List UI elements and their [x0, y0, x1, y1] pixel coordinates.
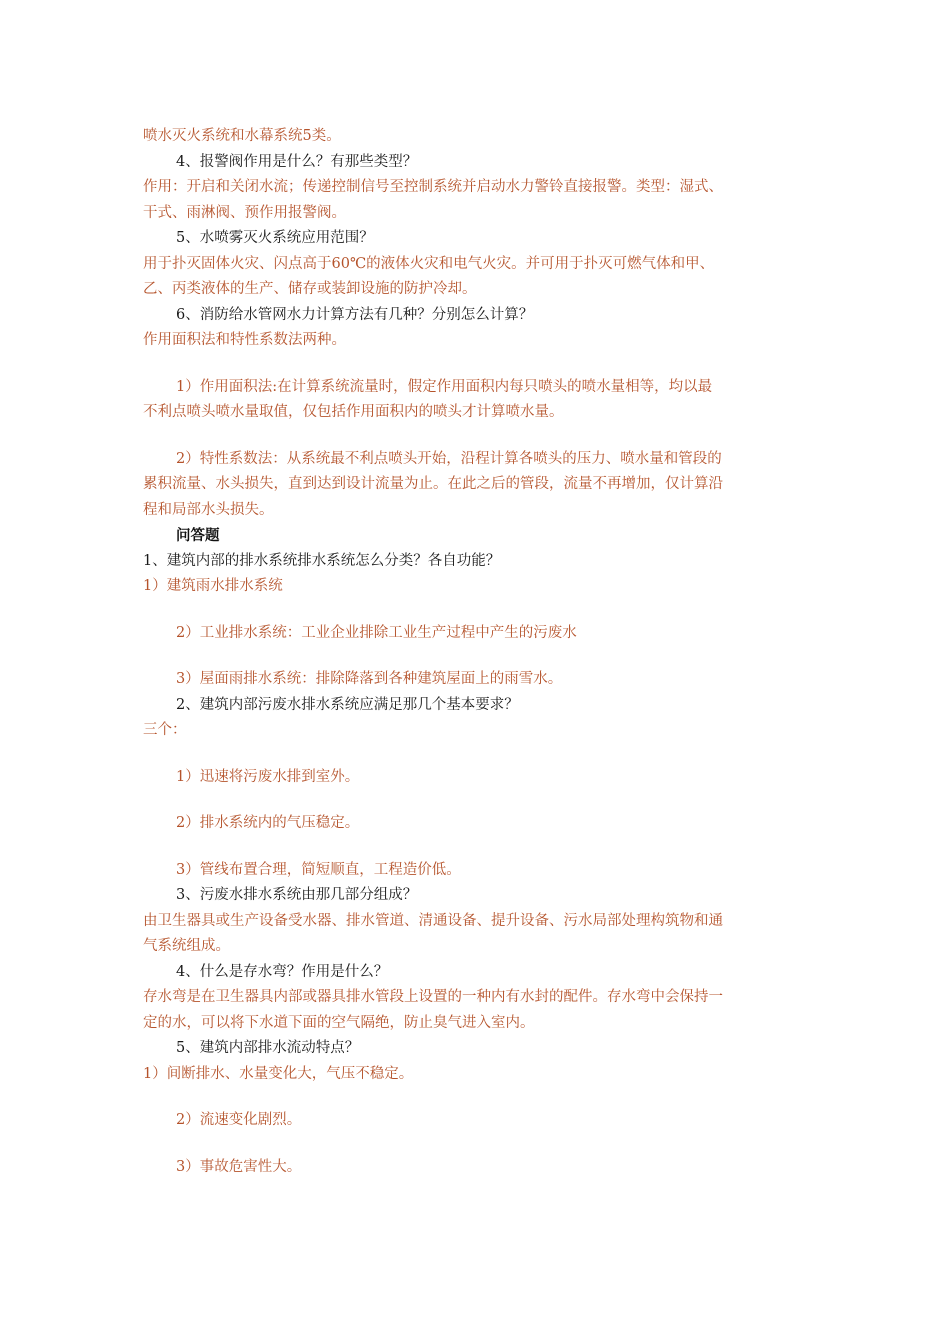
- question-line: 1、建筑内部的排水系统排水系统怎么分类？各自功能？: [143, 552, 501, 569]
- answer-line: 1）建筑雨水排水系统: [143, 578, 283, 594]
- blank-line: [143, 1087, 723, 1108]
- question-line: 4、报警阀作用是什么？有那些类型？: [176, 153, 418, 170]
- blank-line: [143, 744, 723, 765]
- answer-line: 作用面积法和特性系数法两种。: [143, 332, 346, 348]
- answer-item: 3）事故危害性大。: [176, 1158, 302, 1175]
- answer-item: 2）特性系数法：从系统最不利点喷头开始，沿程计算各喷头的压力、喷水量和管段的累积流量、水头损失，直到达到设计流量为止。在此之后的管段，流量不再增加，仅计算沿程和局部水头损失。: [143, 450, 723, 518]
- answer-line: 用于扑灭固体火灾、闪点高于60℃的液体火灾和电气火灾。并可用于扑灭可燃气体和甲、乙、丙类液体的生产、储存或装卸设施的防护冷却。: [143, 255, 715, 297]
- question-line: 5、水喷雾灭火系统应用范围？: [176, 230, 374, 246]
- blank-line: [143, 837, 723, 858]
- answer-item: 3）管线布置合理，简短顺直，工程造价低。: [176, 861, 461, 878]
- blank-line: [143, 354, 723, 375]
- answer-line: 作用：开启和关闭水流；传递控制信号至控制系统并启动水力警铃直接报警。类型：湿式、干式、雨淋阀、预作用报警阀。: [143, 179, 723, 221]
- answer-line: 存水弯是在卫生器具内部或器具排水管段上设置的一种内有水封的配件。存水弯中会保持一定的水，可以将下水道下面的空气隔绝，防止臭气进入室内。: [143, 989, 723, 1031]
- answer-item: 2）排水系统内的气压稳定。: [176, 815, 360, 831]
- question-line: 5、建筑内部排水流动特点？: [176, 1040, 360, 1056]
- answer-item: 1）迅速将污废水排到室外。: [176, 768, 360, 785]
- blank-line: [143, 426, 723, 447]
- answer-item: 1）作用面积法:在计算系统流量时，假定作用面积内每只喷头的喷水量相等，均以最不利点喷头喷水量取值，仅包括作用面积内的喷头才计算喷水量。: [143, 378, 713, 420]
- question-line: 3、污废水排水系统由那几部分组成？: [176, 887, 418, 903]
- answer-line: 由卫生器具或生产设备受水器、排水管道、清通设备、提升设备、污水局部处理构筑物和通气系统组成。: [143, 912, 723, 954]
- question-line: 6、消防给水管网水力计算方法有几种？分别怎么计算？: [176, 306, 534, 323]
- question-line: 4、什么是存水弯？作用是什么？: [176, 963, 389, 980]
- answer-line: 喷水灭火系统和水幕系统5类。: [143, 128, 341, 144]
- blank-line: [143, 600, 723, 621]
- answer-item: 2）工业排水系统：工业企业排除工业生产过程中产生的污废水: [176, 624, 577, 641]
- question-line: 2、建筑内部污废水排水系统应满足那几个基本要求？: [176, 696, 519, 713]
- answer-line: 三个：: [143, 722, 187, 738]
- document-body: [143, 124, 723, 1180]
- section-heading: 问答题: [176, 527, 220, 544]
- answer-item: 3）屋面雨排水系统：排除降落到各种建筑屋面上的雨雪水。: [176, 671, 563, 687]
- blank-line: [143, 1134, 723, 1155]
- blank-line: [143, 790, 723, 811]
- answer-line: 1）间断排水、水量变化大，气压不稳定。: [143, 1065, 414, 1082]
- blank-line: [143, 646, 723, 667]
- answer-item: 2）流速变化剧烈。: [176, 1112, 302, 1128]
